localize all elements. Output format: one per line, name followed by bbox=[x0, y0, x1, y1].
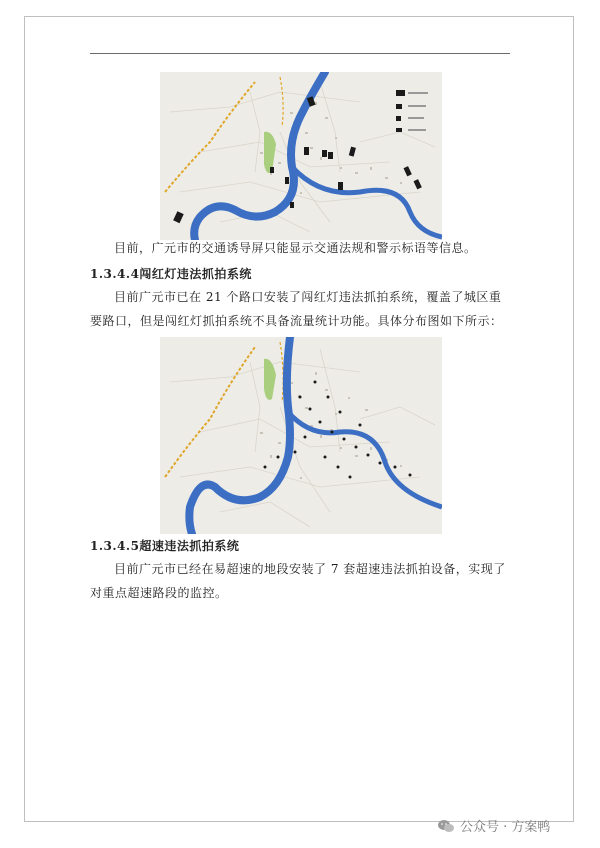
map-red-light-cameras-svg bbox=[160, 337, 442, 534]
map-guidance-screens bbox=[160, 72, 442, 240]
watermark bbox=[438, 816, 550, 835]
caption-guidance-screens: 目前，广元市的交通诱导屏只能显示交通法规和警示标语等信息。 bbox=[114, 241, 477, 255]
map-red-light-cameras bbox=[160, 337, 442, 534]
watermark-text: 公众号 · 方案鸭 bbox=[460, 820, 551, 835]
paragraph-red-light: 目前广元市已在 21 个路口安装了闯红灯违法抓拍系统，覆盖了城区重要路口，但是闯红灯抓拍系统不具备流量统计功能。具体分布图如下所示： bbox=[90, 290, 503, 328]
header-rule bbox=[90, 53, 510, 54]
section-heading-speeding: 1.3.4.5超速违法抓拍系统 bbox=[90, 539, 240, 553]
map-guidance-screens-svg bbox=[160, 72, 442, 240]
section-heading-red-light: 1.3.4.4闯红灯违法抓拍系统 bbox=[90, 267, 252, 281]
wechat-icon bbox=[438, 819, 454, 833]
paragraph-speeding: 目前广元市已经在易超速的地段安装了 7 套超速违法抓拍设备，实现了对重点超速路段的监控。 bbox=[90, 562, 506, 600]
